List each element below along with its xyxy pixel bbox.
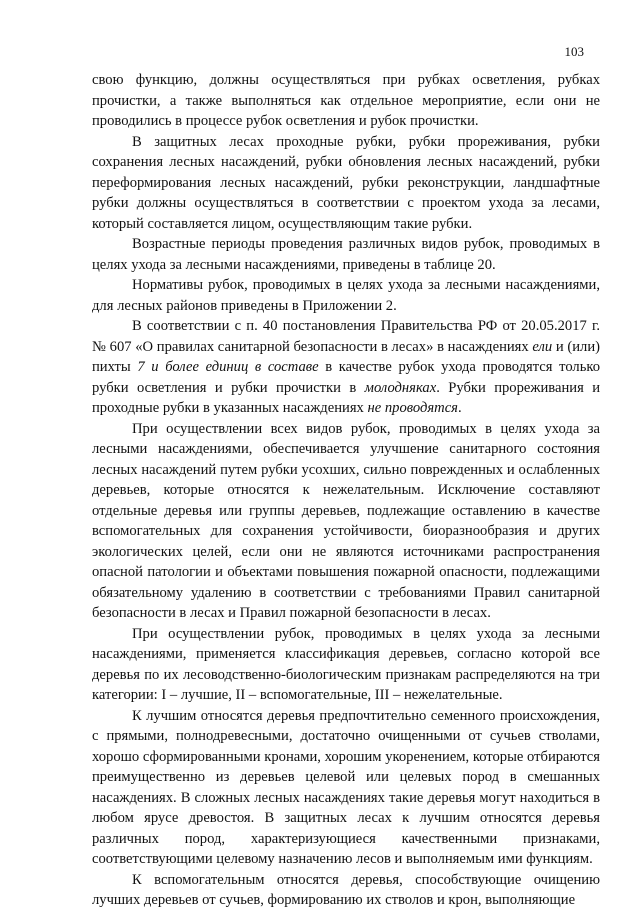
text-run: . [457, 400, 462, 416]
text-run: Нормативы рубок, проводимых в целях ухода за лесными насаждениями, для лесных районов приведены в Приложении 2. [92, 277, 600, 314]
text-run: в качестве рубок ухода проводятся только рубки осветления и рубки прочистки в [92, 359, 601, 396]
italic-text: не проводятся [367, 400, 458, 416]
text-run: Возрастные периоды проведения различных видов рубок, проводимых в целях ухода за лесными насаждениями, приведены в таблице 20. [92, 236, 600, 273]
text-run: К лучшим относятся деревья предпочтительно семенного происхождения, с прямыми, полнодревесными, достаточно очищенными от сучьев стволами, хорошо сформированными кронами, хорошим укоренением, которые отбираются преимущественно из деревьев целевой или целевых пород в смешанных насаждениях. В сложных лесных насаждениях такие деревья могут находиться в любом ярусе древостоя. В защитных лесах к лучшим относятся деревья различных пород, характеризующиеся качественными признаками, соответствующими целевому назначению лесов и выполняемым ими функциям. [92, 707, 600, 867]
paragraph [92, 706, 600, 870]
paragraph [92, 419, 600, 624]
paragraph [92, 234, 600, 275]
italic-text: ели [532, 338, 553, 355]
paragraph [92, 275, 600, 316]
page-number: 103 [564, 44, 584, 59]
italic-text: молодняках [364, 379, 437, 396]
paragraph [92, 316, 600, 419]
text-run: В защитных лесах проходные рубки, рубки прореживания, рубки сохранения лесных насаждений, рубки обновления лесных насаждений, рубки переформирования лесных насаждений, рубки реконструкции, ландшафтные рубки должны осуществляться в соответствии с проектом ухода за лесами, который составляется лицом, осуществляющим такие рубки. [92, 133, 600, 232]
text-run: К вспомогательным относятся деревья, способствующие очищению лучших деревьев от сучьев, формированию их стволов и крон, выполняющие [92, 871, 600, 908]
text-run: . Рубки прореживания и проходные рубки в указанных насаждениях [92, 379, 600, 416]
paragraph [92, 870, 600, 911]
text-run: В соответствии с п. 40 постановления Правительства РФ от 20.05.2017 г. № 607 «О правилах санитарной безопасности в лесах» в насаждениях [92, 318, 600, 355]
body-text [92, 70, 600, 911]
paragraph [92, 70, 600, 132]
italic-text: 7 и более единиц в составе [137, 359, 319, 375]
text-run: При осуществлении всех видов рубок, проводимых в целях ухода за лесными насаждениями, обеспечивается улучшение санитарного состояния лесных насаждений путем рубки усохших, сильно поврежденных и ослабленных деревьев, которые относятся к нежелательным. Исключение составляют отдельные деревья или группы деревьев, подлежащие оставлению в качестве вспомогательных для сохранения устойчивости, биоразнообразия и других экологических целей, если они не являются источниками распространения опасной патологии и объектами повышения пожарной опасности, подлежащими обязательному удалению в соответствии с требованиями Правил санитарной безопасности в лесах и Правил пожарной безопасности в лесах. [92, 420, 600, 621]
paragraph [92, 132, 600, 235]
text-run: свою функцию, должны осуществляться при рубках осветления, рубках прочистки, а также выполняться как отдельное мероприятие, если они не проводились в процессе рубок осветления и рубок прочистки. [92, 72, 600, 129]
text-run: При осуществлении рубок, проводимых в целях ухода за лесными насаждениями, применяется классификация деревьев, согласно которой все деревья по их лесоводственно-биологическим признакам распределяются на три категории: I – лучшие, II – вспомогательные, III – нежелательные. [92, 625, 600, 703]
paragraph [92, 624, 600, 706]
text-run: и (или) пихты [92, 338, 600, 375]
